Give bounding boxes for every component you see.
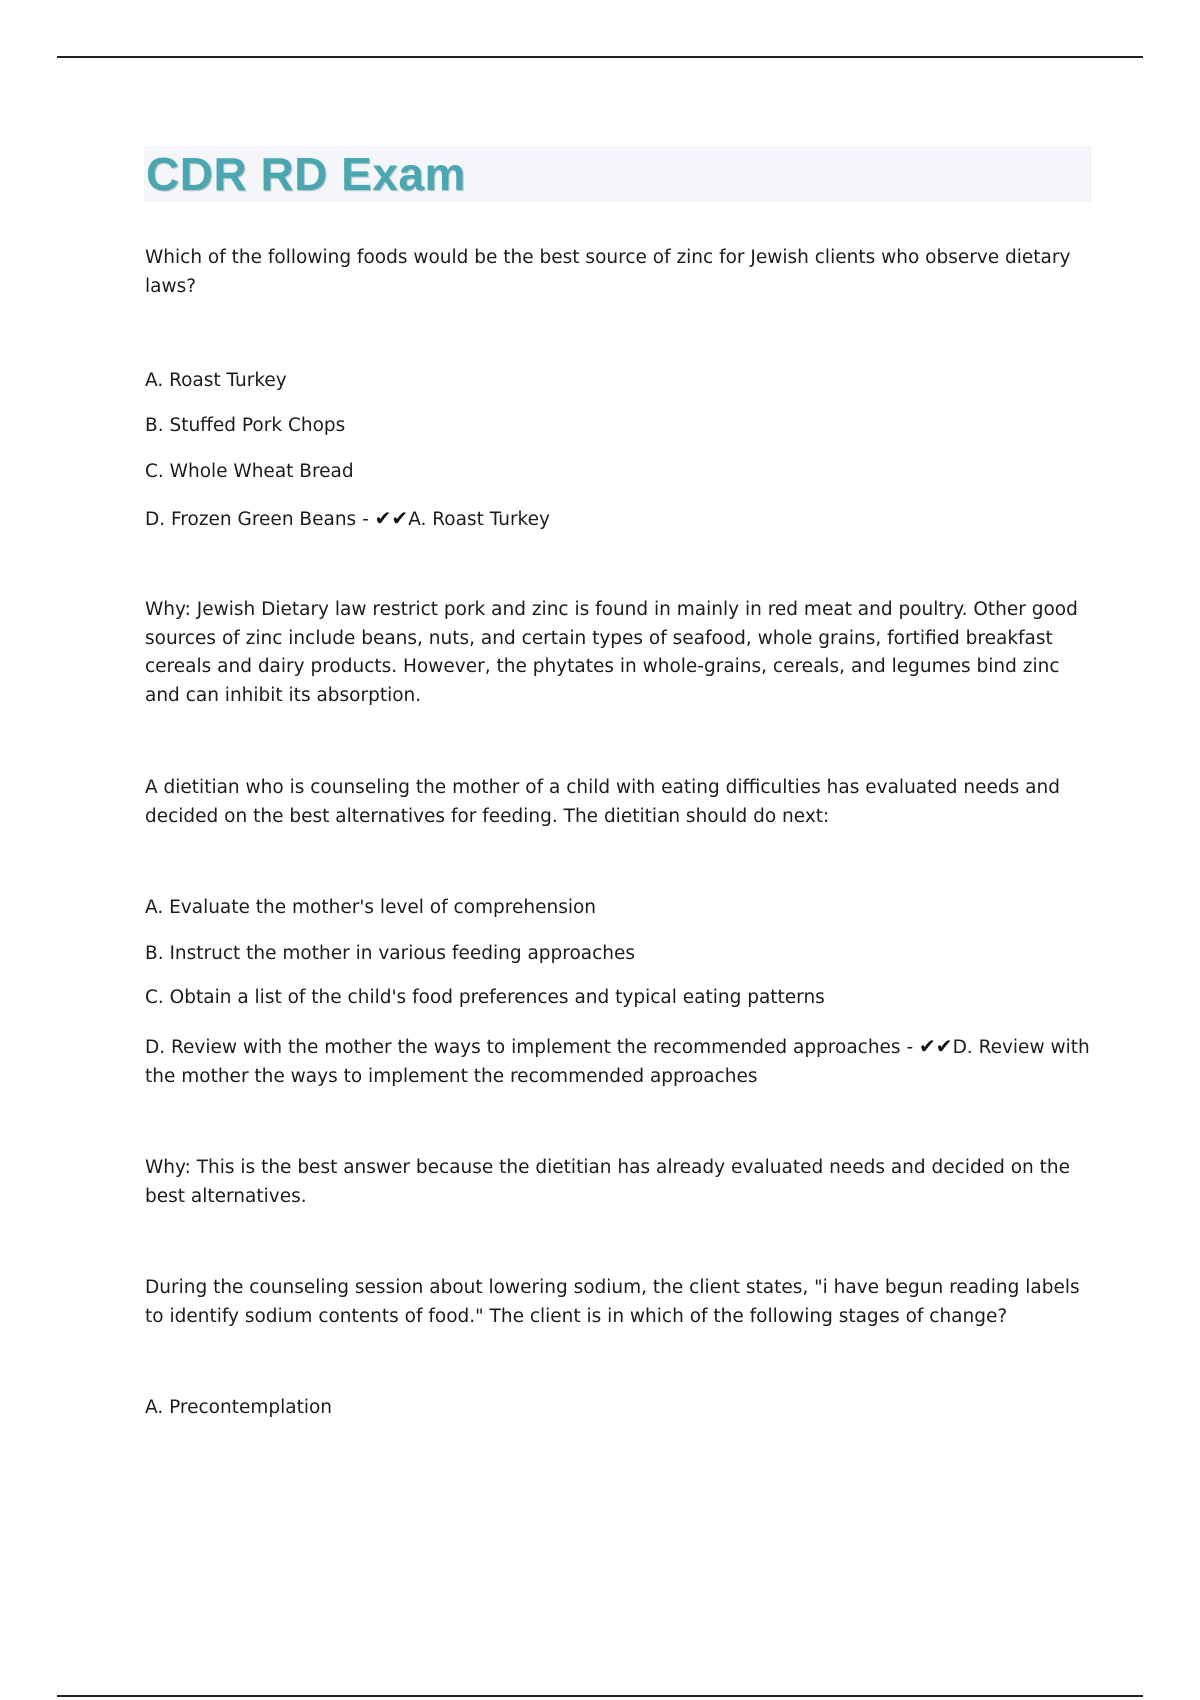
question-1-option-a: A. Roast Turkey: [145, 370, 287, 391]
check-mark-icon: ✔: [391, 506, 409, 530]
question-1-option-d-label: D. Frozen Green Beans -: [145, 509, 369, 530]
question-3-prompt: During the counseling session about lowering sodium, the client states, "i have begun reading labels to identify sodium contents of food." The client is in which of the following stages of change?: [145, 1277, 1080, 1327]
question-2-option-d: [145, 1032, 1090, 1091]
check-mark-icon: ✔: [374, 506, 392, 530]
question-1-explanation: Why: Jewish Dietary law restrict pork and zinc is found in mainly in red meat and poultry. Other good sources of zinc include beans, nuts, and certain types of seafood, whole grains, fortified breakfast cereals and dairy products. However, the phytates in whole-grains, cereals, and legumes bind zinc and can inhibit its absorption.: [145, 599, 1078, 706]
question-1-option-b: B. Stuffed Pork Chops: [145, 415, 346, 436]
question-2-option-a: A. Evaluate the mother's level of comprehension: [145, 897, 597, 918]
question-1-prompt: Which of the following foods would be the best source of zinc for Jewish clients who observe dietary laws?: [145, 247, 1071, 297]
check-mark-icon: ✔: [935, 1034, 953, 1058]
check-mark-icon: ✔: [919, 1034, 936, 1058]
question-1-answer: A. Roast Turkey: [408, 509, 550, 530]
question-2-option-d-label: D. Review with the mother the ways to implement the recommended approaches -: [145, 1037, 914, 1058]
document-title: CDR RD Exam: [146, 148, 466, 200]
question-1-option-d: [145, 503, 1090, 535]
question-2-answer: D. Review with the mother the ways to implement the recommended approaches: [145, 1037, 1090, 1087]
footer-rule: [57, 1695, 1143, 1697]
question-3-option-a: A. Precontemplation: [145, 1397, 333, 1418]
header-rule: [57, 56, 1143, 58]
question-2-option-c: C. Obtain a list of the child's food preferences and typical eating patterns: [145, 987, 825, 1008]
question-2-explanation: Why: This is the best answer because the dietitian has already evaluated needs and decided on the best alternatives.: [145, 1157, 1070, 1207]
question-1-option-c: C. Whole Wheat Bread: [145, 461, 354, 482]
question-2-prompt: A dietitian who is counseling the mother of a child with eating difficulties has evaluated needs and decided on the best alternatives for feeding. The dietitian should do next:: [145, 777, 1060, 827]
question-2-option-b: B. Instruct the mother in various feeding approaches: [145, 943, 636, 964]
